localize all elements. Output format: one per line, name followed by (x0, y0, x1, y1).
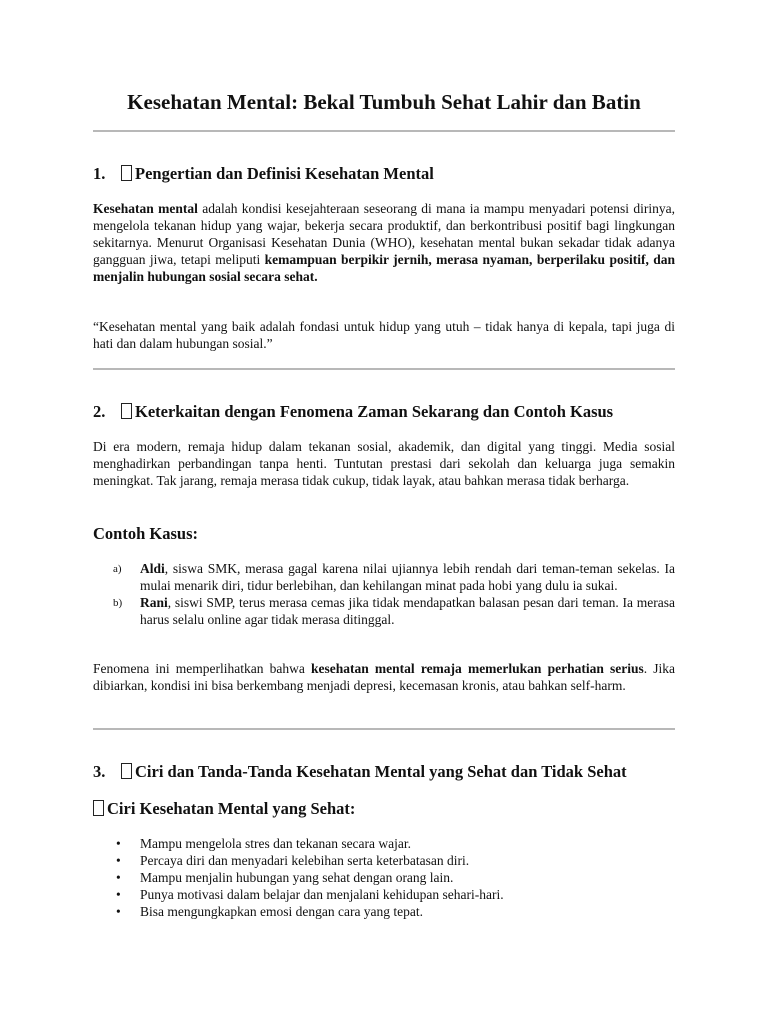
missing-glyph-icon (93, 800, 104, 816)
list-item-text: Mampu menjalin hubungan yang sehat dengan orang lain. (140, 870, 454, 885)
list-item (113, 869, 675, 886)
case-name: Aldi (140, 561, 165, 576)
section-3-heading (93, 761, 693, 783)
list-item (113, 852, 675, 869)
list-item (113, 886, 675, 903)
list-item (113, 594, 675, 628)
paragraph-text: . Jika dibiarkan, kondisi ini bisa berkembang menjadi depresi, kecemasan kronis, atau bahkan self-harm. (93, 661, 676, 693)
missing-glyph-icon (121, 763, 132, 779)
list-item-text: Punya motivasi dalam belajar dan menjalani kehidupan sehari-hari. (140, 887, 504, 902)
paragraph-text: Fenomena ini memperlihatkan bahwa (93, 661, 312, 676)
case-text: , siswi SMP, terus merasa cemas jika tidak mendapatkan balasan pesan dari teman. Ia merasa harus selalu online agar tidak merasa ditinggal. (140, 595, 675, 627)
intro-paragraph: Di era modern, remaja hidup dalam tekanan sosial, akademik, dan digital yang tinggi. Media sosial menghadirkan perbandingan tanpa henti. Tuntutan prestasi dari sekolah dan keluarga juga semakin meningkat. Tak jarang, remaja merasa tidak cukup, tidak layak, atau bahkan merasa tidak berharga. (93, 439, 675, 488)
bullet: • (116, 836, 121, 851)
list-item-text: Percaya diri dan menyadari kelebihan serta keterbatasan diri. (140, 853, 470, 868)
case-list (113, 560, 675, 628)
divider (93, 728, 675, 730)
quote-paragraph: “Kesehatan mental yang baik adalah fondasi untuk hidup yang utuh – tidak hanya di kepala, tapi juga di hati dan dalam hubungan sosial.” (93, 319, 675, 351)
list-item-text: Bisa mengungkapkan emosi dengan cara yang tepat. (140, 904, 424, 919)
divider (93, 368, 675, 370)
section-title: Ciri dan Tanda-Tanda Kesehatan Mental yang Sehat dan Tidak Sehat (135, 762, 627, 781)
list-item (113, 560, 675, 594)
list-marker: a) (113, 563, 122, 575)
section-2-heading (93, 401, 693, 423)
bold-term: Kesehatan mental (93, 201, 198, 216)
case-text: , siswa SMK, merasa gagal karena nilai ujiannya lebih rendah dari teman-teman sekelas. Ia mulai menarik diri, tidur berlebihan, dan kehilangan minat pada hobi yang dulu ia sukai. (140, 561, 675, 593)
list-item (113, 835, 675, 852)
missing-glyph-icon (121, 165, 132, 181)
missing-glyph-icon (121, 403, 132, 419)
section-number: 3. (93, 762, 106, 781)
conclusion-paragraph (93, 660, 675, 694)
case-name: Rani (140, 595, 168, 610)
section-number: 2. (93, 402, 106, 421)
definition-paragraph (93, 200, 675, 285)
section-title: Keterkaitan dengan Fenomena Zaman Sekarang dan Contoh Kasus (135, 402, 614, 421)
section-1-heading (93, 163, 693, 185)
paragraph-text: adalah kondisi kesejahteraan seseorang di mana ia mampu menyadari potensi dirinya, mengelola tekanan hidup yang wajar, bekerja secara produktif, dan berkontribusi positif bagi lingkungan sekitarnya. Menurut Organisasi Kesehatan Dunia (WHO), kesehatan mental bukan sekadar tidak adanya gangguan jiwa, tetapi meliputi (93, 201, 676, 267)
bullet: • (116, 887, 121, 902)
document-title: Kesehatan Mental: Bekal Tumbuh Sehat Lahir dan Batin (127, 90, 641, 114)
bold-phrase: kesehatan mental remaja memerlukan perhatian serius (311, 661, 644, 676)
bold-phrase: kemampuan berpikir jernih, merasa nyaman, berperilaku positif, dan menjalin hubungan sosial secara sehat. (93, 252, 675, 284)
healthy-traits-heading (93, 798, 355, 820)
section-title: Pengertian dan Definisi Kesehatan Mental (135, 164, 434, 183)
subsection-title: Ciri Kesehatan Mental yang Sehat: (107, 799, 356, 818)
list-item (113, 903, 675, 920)
cases-heading: Contoh Kasus: (93, 524, 198, 543)
healthy-traits-list (113, 835, 675, 920)
list-marker: b) (113, 597, 123, 609)
divider (93, 130, 675, 132)
section-number: 1. (93, 164, 106, 183)
bullet: • (116, 870, 121, 885)
bullet: • (116, 853, 121, 868)
list-item-text: Mampu mengelola stres dan tekanan secara wajar. (140, 836, 412, 851)
bullet: • (116, 904, 121, 919)
